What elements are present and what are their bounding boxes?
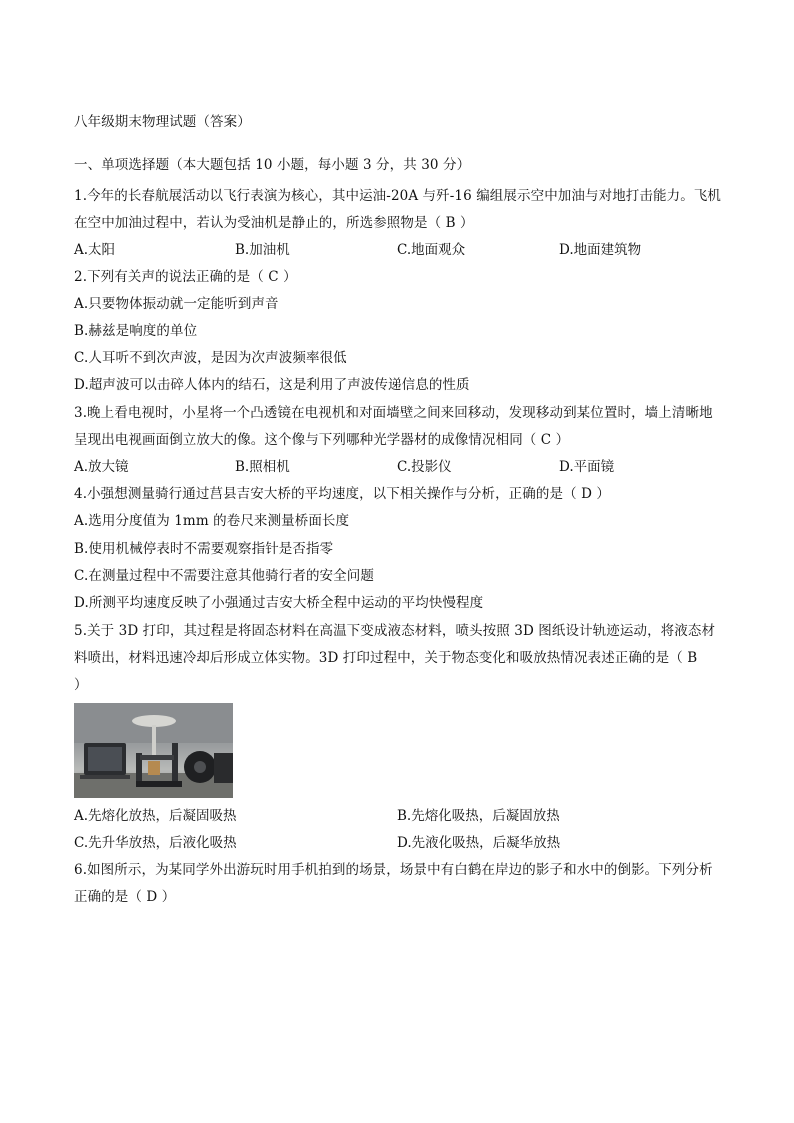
question-4-option-d: D.所测平均速度反映了小强通过吉安大桥全程中运动的平均快慢程度 [74, 595, 484, 611]
question-1-option-d: D.地面建筑物 [559, 242, 642, 258]
question-1-text-cont: 在空中加油过程中，若认为受油机是静止的，所选参照物是（ B ） [74, 215, 474, 231]
page-title: 八年级期末物理试题（答案） [74, 114, 251, 130]
question-1-option-b: B.加油机 [235, 242, 290, 258]
question-5-text: 5.关于 3D 打印，其过程是将固态材料在高温下变成液态材料，喷头按照 3D 图纸设计轨迹运动，将液态材 [74, 623, 716, 639]
question-2-option-d: D.超声波可以击碎人体内的结石，这是利用了声波传递信息的性质 [74, 377, 470, 393]
question-6-text-cont: 正确的是（ D ） [74, 889, 176, 905]
question-3-option-b: B.照相机 [235, 459, 290, 475]
question-3-text: 3.晚上看电视时，小星将一个凸透镜在电视机和对面墙壁之间来回移动，发现移动到某位置时，墙上清晰地 [74, 405, 713, 421]
question-1-text: 1.今年的长春航展活动以飞行表演为核心，其中运油-20A 与歼-16 编组展示空中加油与对地打击能力。飞机 [74, 188, 721, 204]
question-5-option-b: B.先熔化吸热，后凝固放热 [397, 808, 560, 824]
question-2-option-a: A.只要物体振动就一定能听到声音 [74, 296, 279, 312]
question-2-option-b: B.赫兹是响度的单位 [74, 323, 198, 339]
question-2-text: 2.下列有关声的说法正确的是（ C ） [74, 269, 297, 285]
question-3-text-cont: 呈现出电视画面倒立放大的像。这个像与下列哪种光学器材的成像情况相同（ C ） [74, 432, 570, 448]
question-4-option-b: B.使用机械停表时不需要观察指针是否指零 [74, 541, 334, 557]
section-heading: 一、单项选择题（本大题包括 10 小题，每小题 3 分，共 30 分） [74, 157, 471, 173]
question-1-option-c: C.地面观众 [397, 242, 466, 258]
question-1-option-a: A.太阳 [74, 242, 116, 258]
question-5-text-end: ） [74, 677, 88, 693]
question-6-text: 6.如图所示，为某同学外出游玩时用手机拍到的场景，场景中有白鹤在岸边的影子和水中的倒影。下列分析 [74, 862, 713, 878]
question-5-option-c: C.先升华放热，后液化吸热 [74, 835, 237, 851]
question-3-option-d: D.平面镜 [559, 459, 615, 475]
question-4-text: 4.小强想测量骑行通过莒县吉安大桥的平均速度，以下相关操作与分析，正确的是（ D ） [74, 486, 610, 502]
question-3-option-a: A.放大镜 [74, 459, 129, 475]
question-4-option-c: C.在测量过程中不需要注意其他骑行者的安全问题 [74, 568, 374, 584]
question-5-text-cont: 料喷出，材料迅速冷却后形成立体实物。3D 打印过程中，关于物态变化和吸放热情况表述正确的是（ B [74, 650, 698, 666]
3d-printer-photo [74, 703, 233, 798]
3d-printer-illustration [74, 703, 233, 798]
question-2-option-c: C.人耳听不到次声波，是因为次声波频率很低 [74, 350, 347, 366]
question-3-option-c: C.投影仪 [397, 459, 452, 475]
question-5-option-a: A.先熔化放热，后凝固吸热 [74, 808, 237, 824]
question-4-option-a: A.选用分度值为 1mm 的卷尺来测量桥面长度 [74, 513, 350, 529]
question-5-option-d: D.先液化吸热，后凝华放热 [397, 835, 561, 851]
